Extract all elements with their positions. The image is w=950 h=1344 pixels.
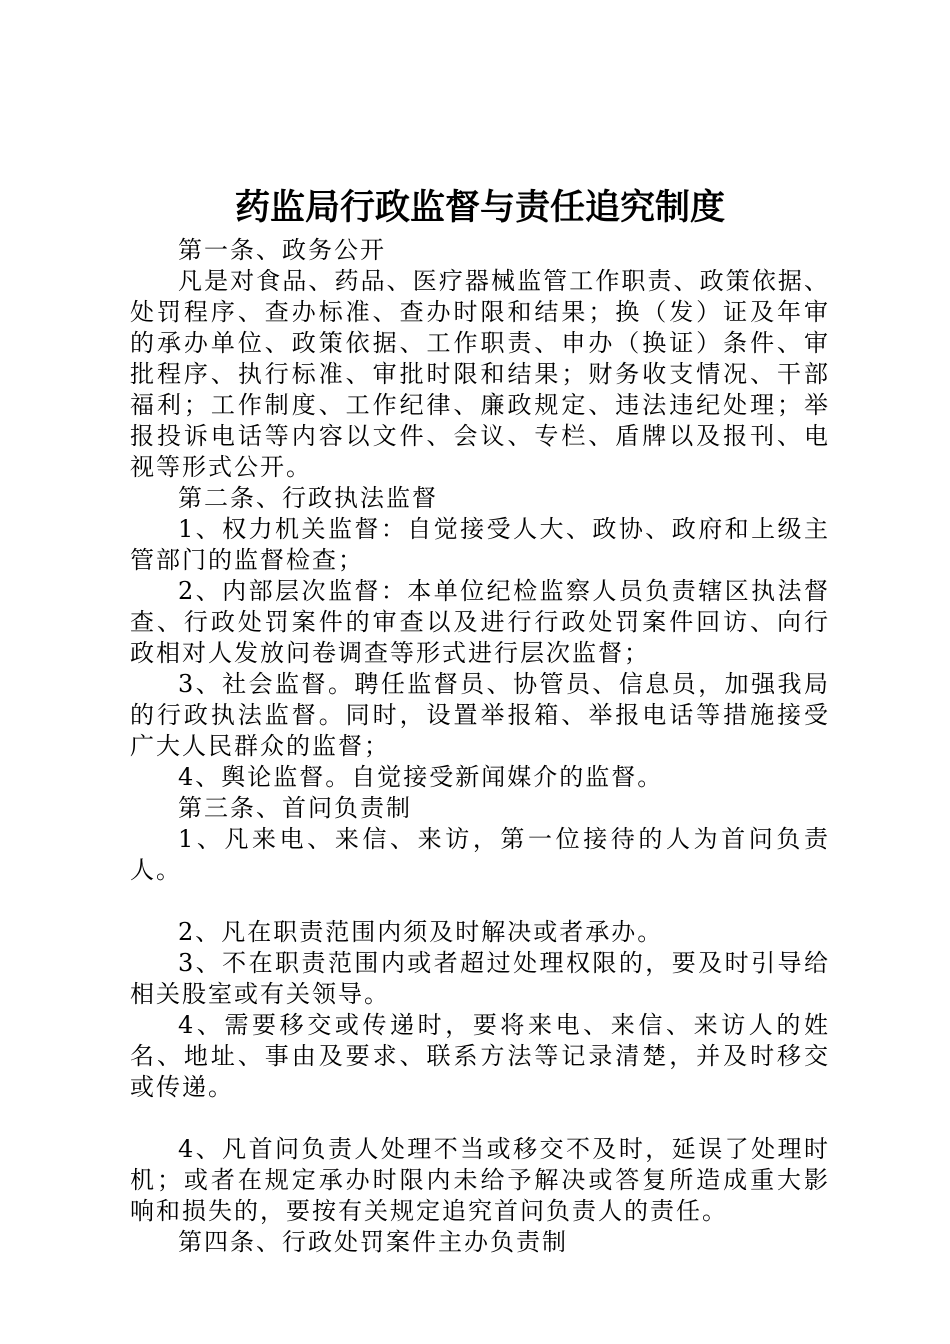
article-heading-1: 第一条、政务公开 bbox=[178, 236, 386, 264]
document-page bbox=[130, 183, 830, 1258]
article-2-item-2: 2、内部层次监督：本单位纪检监察人员负责辖区执法督查、行政处罚案件的审查以及进行行政处罚案件回访、向行政相对人发放问卷调查等形式进行层次监督； bbox=[130, 577, 830, 667]
article-heading-4: 第四条、行政处罚案件主办负责制 bbox=[178, 1228, 568, 1256]
article-3-item-1: 1、凡来电、来信、来访，第一位接待的人为首问负责人。 bbox=[130, 825, 830, 884]
article-3-item-2: 2、凡在职责范围内须及时解决或者承办。 bbox=[178, 918, 664, 946]
article-3-item-4: 4、需要移交或传递时，要将来电、来信、来访人的姓名、地址、事由及要求、联系方法等记录清楚，并及时移交或传递。 bbox=[130, 1011, 830, 1101]
article-heading-2: 第二条、行政执法监督 bbox=[178, 484, 438, 512]
article-2-item-1: 1、权力机关监督：自觉接受人大、政协、政府和上级主管部门的监督检查； bbox=[130, 515, 830, 574]
article-2-item-3: 3、社会监督。聘任监督员、协管员、信息员，加强我局的行政执法监督。同时，设置举报箱、举报电话等措施接受广大人民群众的监督； bbox=[130, 670, 830, 760]
article-2-item-4: 4、舆论监督。自觉接受新闻媒介的监督。 bbox=[178, 763, 664, 791]
article-heading-3: 第三条、首问负责制 bbox=[178, 794, 412, 822]
blank-line bbox=[130, 886, 830, 917]
document-title: 药监局行政监督与责任追究制度 bbox=[234, 187, 725, 228]
article-3-item-3: 3、不在职责范围内或者超过处理权限的，要及时引导给相关股室或有关领导。 bbox=[130, 949, 830, 1008]
article-1-body: 凡是对食品、药品、医疗器械监管工作职责、政策依据、处罚程序、查办标准、查办时限和结果；换（发）证及年审的承办单位、政策依据、工作职责、申办（换证）条件、审批程序、执行标准、审批时限和结果；财务收支情况、干部福利；工作制度、工作纪律、廉政规定、违法违纪处理；举报投诉电话等内容以文件、会议、专栏、盾牌以及报刊、电视等形式公开。 bbox=[130, 267, 830, 481]
blank-line bbox=[130, 1103, 830, 1134]
article-3-item-5: 4、凡首问负责人处理不当或移交不及时，延误了处理时机；或者在规定承办时限内未给予解决或答复所造成重大影响和损失的，要按有关规定追究首问负责人的责任。 bbox=[130, 1135, 830, 1225]
